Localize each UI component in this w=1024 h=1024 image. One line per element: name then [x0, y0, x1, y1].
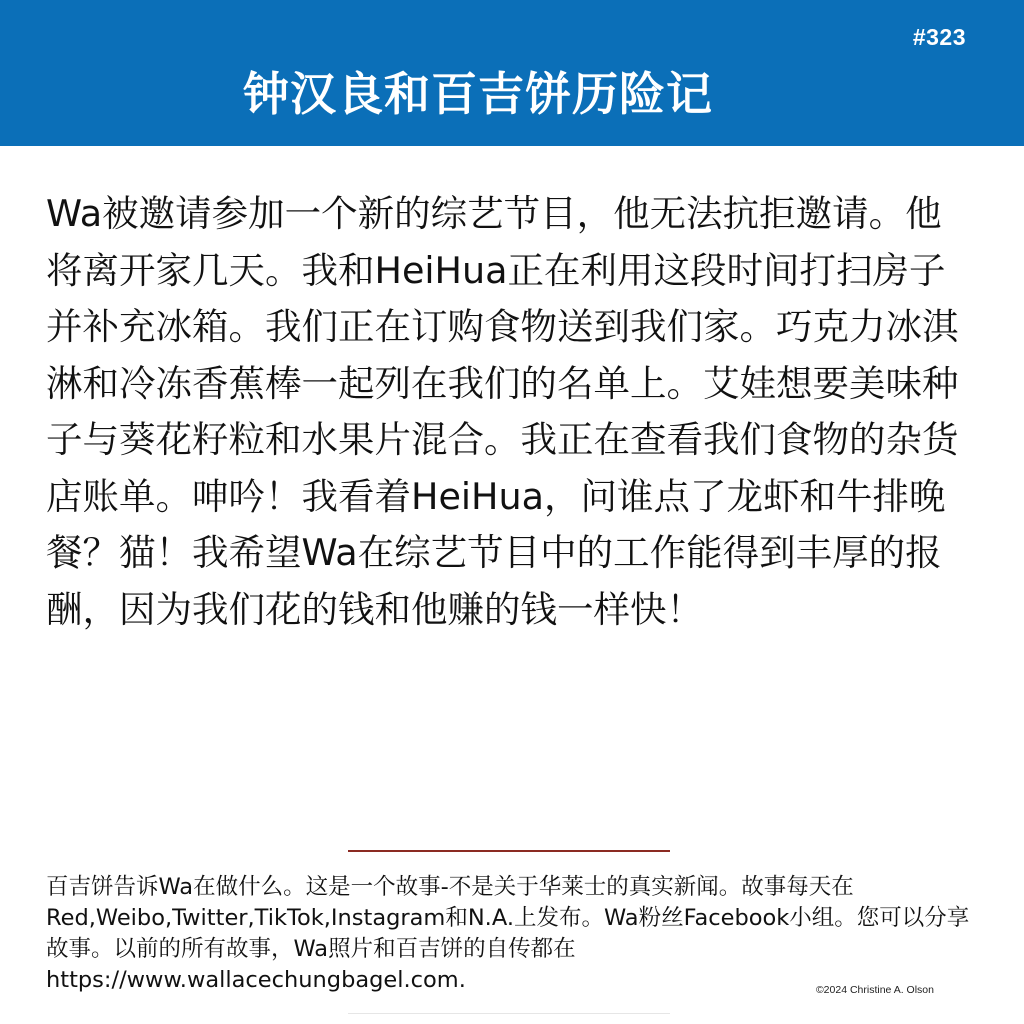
- footer-note: 百吉饼告诉Wa在做什么。这是一个故事-不是关于华莱士的真实新闻。故事每天在Red,Weibo,Twitter,TikTok,Instagram和N.A.上发布。Wa粉丝Facebook小组。您可以分享故事。以前的所有故事，Wa照片和百吉饼的自传都在https://www.wallacechungbagel.com.: [46, 874, 970, 993]
- header-banner: [0, 0, 1024, 146]
- page-title: 钟汉良和百吉饼历险记: [243, 67, 713, 121]
- story-text: Wa被邀请参加一个新的综艺节目，他无法抗拒邀请。他将离开家几天。我和HeiHua正在利用这段时间打扫房子并补充冰箱。我们正在订购食物送到我们家。巧克力冰淇淋和冷冻香蕉棒一起列在我们的名单上。艾娃想要美味种子与葵花籽粒和水果片混合。我正在查看我们食物的杂货店账单。呻吟！我看着HeiHua，问谁点了龙虾和牛排晚餐？猫！我希望Wa在综艺节目中的工作能得到丰厚的报酬，因为我们花的钱和他赚的钱一样快！: [46, 192, 959, 631]
- bottom-rule: [348, 1013, 670, 1014]
- copyright-notice: ©2024 Christine A. Olson: [815, 984, 934, 996]
- divider-line: [348, 850, 670, 852]
- episode-number: #323: [912, 24, 966, 50]
